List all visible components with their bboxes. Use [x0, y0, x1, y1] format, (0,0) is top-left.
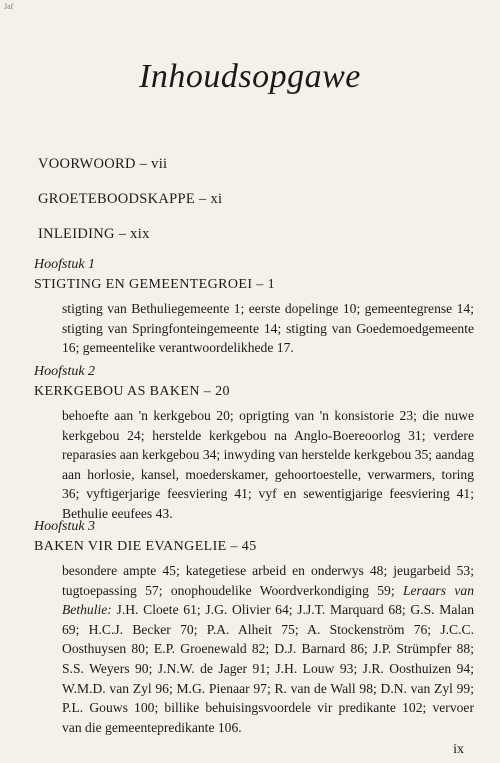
chapter-2 [34, 364, 474, 524]
chapter-label: Hoofstuk 1 [34, 257, 96, 272]
contents-italic-heading: Leraars van Bethulie: [62, 582, 474, 618]
chapter-3 [34, 519, 474, 737]
contents-text: J.H. Cloete 61; J.G. Olivier 64; J.J.T. Marquard 68; G.S. Malan 69; H.C.J. Becker 70; P.A. Alheit 75; A. Stockenström 76; J.C.C. Oosthuysen 80; E.P. Groenewald 82; D.J. Barnard 86; J.P. Strümpfer 88; S.S. Weyers 90; J.N.W. de Jager 91; J.H. Louw 93; J.R. Oosthuizen 94; W.M.D. van Zyl 96; M.G. Pienaar 97; R. van de Wall 98; D.N. van Zyl 99; P.L. Gouws 100; billike behuisingsvoordele vir predikante 102; vervoer van die gemeentepredikante 106. [62, 602, 474, 735]
chapter-title: STIGTING EN GEMEENTEGROEI – 1 [34, 277, 276, 292]
chapter-title: KERKGEBOU AS BAKEN – 20 [34, 384, 230, 399]
page-title: Inhoudsopgawe [139, 58, 361, 95]
chapter-label: Hoofstuk 2 [34, 364, 96, 379]
chapter-contents [62, 561, 474, 737]
page-number: ix [453, 742, 464, 757]
toc-entry-inleiding: INLEIDING – xix [38, 226, 150, 242]
chapter-label: Hoofstuk 3 [34, 519, 96, 534]
chapter-contents: behoefte aan 'n kerkgebou 20; oprigting van 'n konsistorie 23; die nuwe kerkgebou 24; herstelde kerkgebou na Anglo-Boereoorlog 31; verdere reparasies aan kerkgebou 34; inwyding van herstelde kerkgebou 35; aandag aan horlosie, kansel, moederskamer, gehoortoestelle, verwarmers, toring 36; vyftigerjarige feesviering 41; vyf en sewentigjarige feesviering 41; Bethulie eeufees 43. [62, 408, 474, 521]
corner-mark: Jaf [4, 2, 14, 11]
chapter-1 [34, 257, 474, 358]
chapter-contents: stigting van Bethuliegemeente 1; eerste dopelinge 10; gemeentegrense 14; stigting van Springfonteingemeente 14; stigting van Goedemoedgemeente 16; gemeentelike verantwoordelikhede 17. [62, 301, 474, 356]
contents-text: besondere ampte 45; kategetiese arbeid en onderwys 48; jeugarbeid 53; tugtoepassing 57; onophoudelike Woordverkondiging 59; [62, 563, 474, 598]
chapter-title: BAKEN VIR DIE EVANGELIE – 45 [34, 539, 257, 554]
toc-entry-voorwoord: VOORWOORD – vii [38, 156, 168, 172]
toc-entry-groeteboodskappe: GROETEBOODSKAPPE – xi [38, 191, 223, 207]
